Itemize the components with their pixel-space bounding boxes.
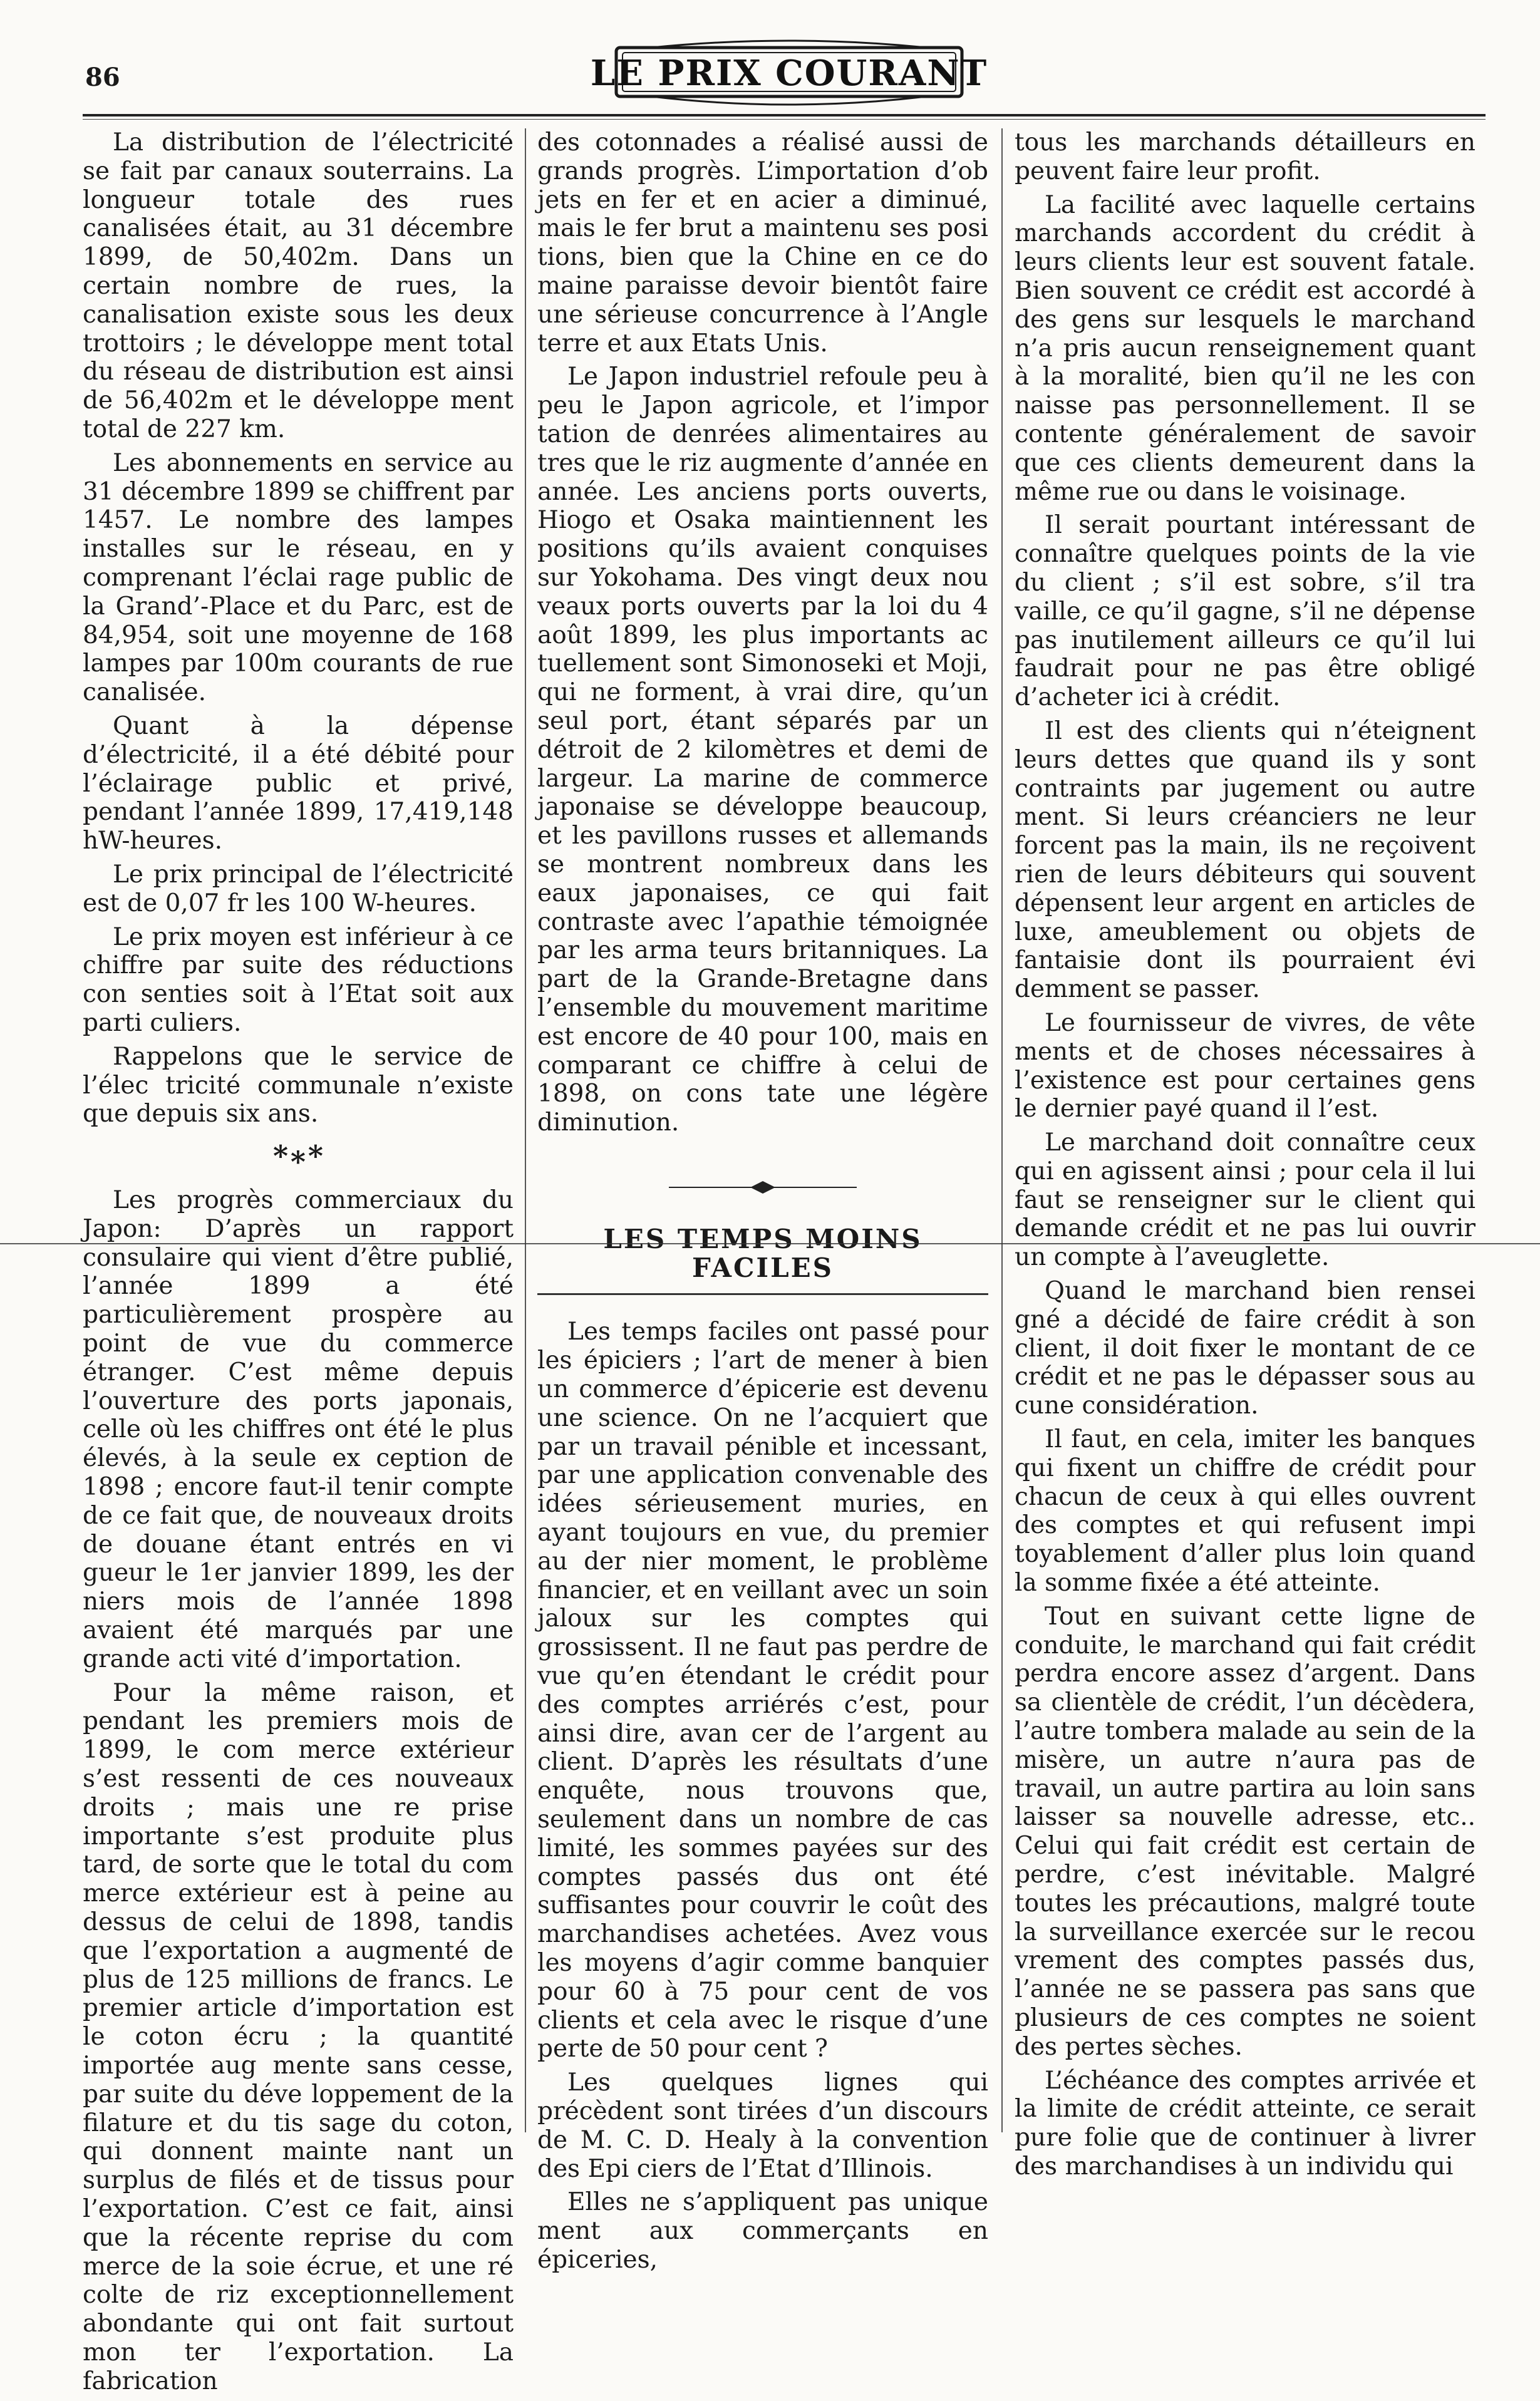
scan-fold-line [0,1243,1540,1244]
column-3 [1015,128,1475,2186]
paragraph: des cotonnades a réalisé aussi de grands progrès. L’importation d’ob jets en fer et en acier a diminué, mais le fer brut a maintenu ses posi tions, bien que la Chine en ce do maine paraisse devoir bientôt faire une sérieuse concurrence à l’Angle terre et aux Etats Unis. [537,128,988,358]
asterism-separator: *∗* [273,1139,323,1174]
column-1 [83,128,514,2401]
paragraph: Le Japon industriel refoule peu à peu le Japon agricole, et l’impor tation de denrées alimentaires au tres que le riz augmente d’année en année. Les anciens ports ouverts, Hiogo et Osaka maintiennent les positions qu’ils avaient conquises sur Yokohama. Des vingt deux nou veaux ports ouverts par la loi du 4 août 1899, les plus importants ac tuellement sont Simonoseki et Moji, qui ne forment, à vrai dire, qu’un seul port, étant séparés par un détroit de 2 kilomètres et demi de largeur. La marine de commerce japonaise se développe beaucoup, et les pavillons russes et allemands se montrent nombreux dans les eaux japonaises, ce qui fait contraste avec l’apathie témoignée par les arma teurs britanniques. La part de la Grande-Bretagne dans l’ensemble du mouvement maritime est encore de 40 pour 100, mais en comparant ce chiffre à celui de 1898, on cons tate une légère diminution. [537,363,988,1137]
paragraph: Pour la même raison, et pendant les premiers mois de 1899, le com merce extérieur s’est ressenti de ces nouveaux droits ; mais une re prise importante s’est produite plus tard, de sorte que le total du com merce extérieur est à peine au dessus de celui de 1898, tandis que l’exportation a augmenté de plus de 125 millions de francs. Le premier article d’importation est le coton écru ; la quantité importée aug mente sans cesse, par suite du déve loppement de la filature et du tis sage du coton, qui donnent mainte nant un surplus de filés et de tissus pour l’exportation. C’est ce fait, ainsi que la récente reprise du com merce de la soie écrue, et une ré colte de riz exceptionnellement abondante qui ont fait surtout mon ter l’exportation. La fabrication [83,1678,514,2395]
section-rule [537,1293,988,1295]
column-divider-2 [1001,128,1003,2132]
column-divider-1 [525,128,526,2132]
masthead-logo [590,39,988,108]
paragraph: Les quelques lignes qui précèdent sont tirées d’un discours de M. C. D. Healy à la convention des Epi ciers de l’Etat d’Illinois. [537,2068,988,2183]
paragraph: Le marchand doit connaître ceux qui en agissent ainsi ; pour cela il lui faut se renseigner sur le client qui demande crédit et ne pas lui ouvrir un compte à l’aveuglette. [1015,1128,1475,1272]
paragraph: Quant à la dépense d’électricité, il a été débité pour l’éclairage public et privé, pendant l’année 1899, 17,419,148 hW-heures. [83,711,514,855]
paragraph: Il est des clients qui n’éteignent leurs dettes que quand ils y sont contraints par jugement ou autre ment. Si leurs créanciers ne leur forcent pas la main, ils ne reçoivent rien de leurs débiteurs qui souvent dépensent leur argent en articles de luxe, ameublement ou objets de fantaisie dont ils pourraient évi demment se passer. [1015,716,1475,1004]
paragraph: Quand le marchand bien rensei gné a décidé de faire crédit à son client, il doit fixer le montant de ce crédit et ne pas le dépasser sous au cune considération. [1015,1277,1475,1420]
ornamental-separator [669,1175,857,1200]
paragraph: Les progrès commerciaux du Japon: D’après un rapport consulaire qui vient d’être publié, l’année 1899 a été particulièrement prospère au point de vue du commerce étranger. C’est même depuis l’ouverture des ports japonais, celle où les chiffres ont été le plus élevés, à la seule ex ception de 1898 ; encore faut-il tenir compte de ce fait que, de nouveaux droits de douane étant entrés en vi gueur le 1er janvier 1899, les der niers mois de l’année 1898 avaient été marqués par une grande acti vité d’importation. [83,1186,514,1673]
paragraph: Le prix moyen est inférieur à ce chiffre par suite des réductions con senties soit à l’Etat soit aux parti culiers. [83,922,514,1037]
masthead-logo-graphic [590,39,988,108]
paragraph: Rappelons que le service de l’élec tricité communale n’existe que depuis six ans. [83,1042,514,1128]
paragraph: Elles ne s’appliquent pas unique ment aux commerçants en épiceries, [537,2188,988,2274]
header-rule [83,114,1486,116]
svg-text:LE PRIX COURANT: LE PRIX COURANT [590,53,988,94]
paragraph: Le prix principal de l’électricité est de 0,07 fr les 100 W-heures. [83,860,514,917]
paragraph: Les temps faciles ont passé pour les épiciers ; l’art de mener à bien un commerce d’épicerie est devenu une science. On ne l’acquiert que par un travail pénible et incessant, par une application convenable des idées sérieusement muries, en ayant toujours en vue, du premier au der nier moment, le problème financier, et en veillant avec un soin jaloux sur les comptes qui grossissent. Il ne faut pas perdre de vue qu’en étendant le crédit pour des comptes arriérés c’est, pour ainsi dire, avan cer de l’argent au client. D’après les résultats d’une enquête, nous trouvons que, seulement dans un nombre de cas limité, les sommes payées sur des comptes passés dus ont été suffisantes pour couvrir le coût des marchandises achetées. Avez vous les moyens d’agir comme banquier pour 60 à 75 pour cent de vos clients et cela avec le risque d’une perte de 50 pour cent ? [537,1318,988,2063]
paragraph: Il serait pourtant intéressant de connaître quelques points de la vie du client ; s’il est sobre, s’il tra vaille, ce qu’il gagne, s’il ne dépense pas inutilement ailleurs ce qu’il lui faudrait pour ne pas être obligé d’acheter ici à crédit. [1015,511,1475,712]
page-number: 86 [85,63,120,92]
paragraph: Il faut, en cela, imiter les banques qui fixent un chiffre de crédit pour chacun de ceux à qui elles ouvrent des comptes et qui refusent impi toyablement d’aller plus loin quand la somme fixée a été atteinte. [1015,1425,1475,1598]
header-rule-thin [83,119,1486,120]
paragraph: La facilité avec laquelle certains marchands accordent du crédit à leurs clients leur est souvent fatale. Bien souvent ce crédit est accordé à des gens sur lesquels le marchand n’a pris aucun renseignement quant à la moralité, bien qu’il ne les con naisse pas personnellement. Il se contente généralement de savoir que ces clients demeurent dans la même rue ou dans le voisinage. [1015,190,1475,506]
column-2 [537,128,988,2280]
paragraph: Le fournisseur de vivres, de vête ments et de choses nécessaires à l’existence est pour certaines gens le dernier payé quand il l’est. [1015,1008,1475,1123]
paragraph: L’échéance des comptes arrivée et la limite de crédit atteinte, ce serait pure folie que de continuer à livrer des marchandises à un individu qui [1015,2066,1475,2181]
paragraph: Les abonnements en service au 31 décembre 1899 se chiffrent par 1457. Le nombre des lampes installes sur le réseau, en y comprenant l’éclai rage public de la Grand’-Place et du Parc, est de 84,954, soit une moyenne de 168 lampes par 100m courants de rue canalisée. [83,448,514,707]
paragraph: tous les marchands détailleurs en peuvent faire leur profit. [1015,128,1475,185]
paragraph: La distribution de l’électricité se fait par canaux souterrains. La longueur totale des rues canalisées était, au 31 décembre 1899, de 50,402m. Dans un certain nombre de rues, la canalisation existe sous les deux trottoirs ; le développe ment total du réseau de distribution est ainsi de 56,402m et le développe ment total de 227 km. [83,128,514,443]
paragraph: Tout en suivant cette ligne de conduite, le marchand qui fait crédit perdra encore assez d’argent. Dans sa clientèle de crédit, l’un décèdera, l’autre tombera malade au sein de la misère, un autre n’aura pas de travail, un autre partira au loin sans laisser sa nouvelle adresse, etc.. Celui qui fait crédit est certain de perdre, c’est inévitable. Malgré toutes les précautions, malgré toute la surveillance exercée sur le recou vrement des comptes passés dus, l’année ne se passera pas sans que plusieurs de ces comptes ne soient des pertes sèches. [1015,1602,1475,2061]
section-title: LES TEMPS MOINS FACILES [603,1223,922,1283]
